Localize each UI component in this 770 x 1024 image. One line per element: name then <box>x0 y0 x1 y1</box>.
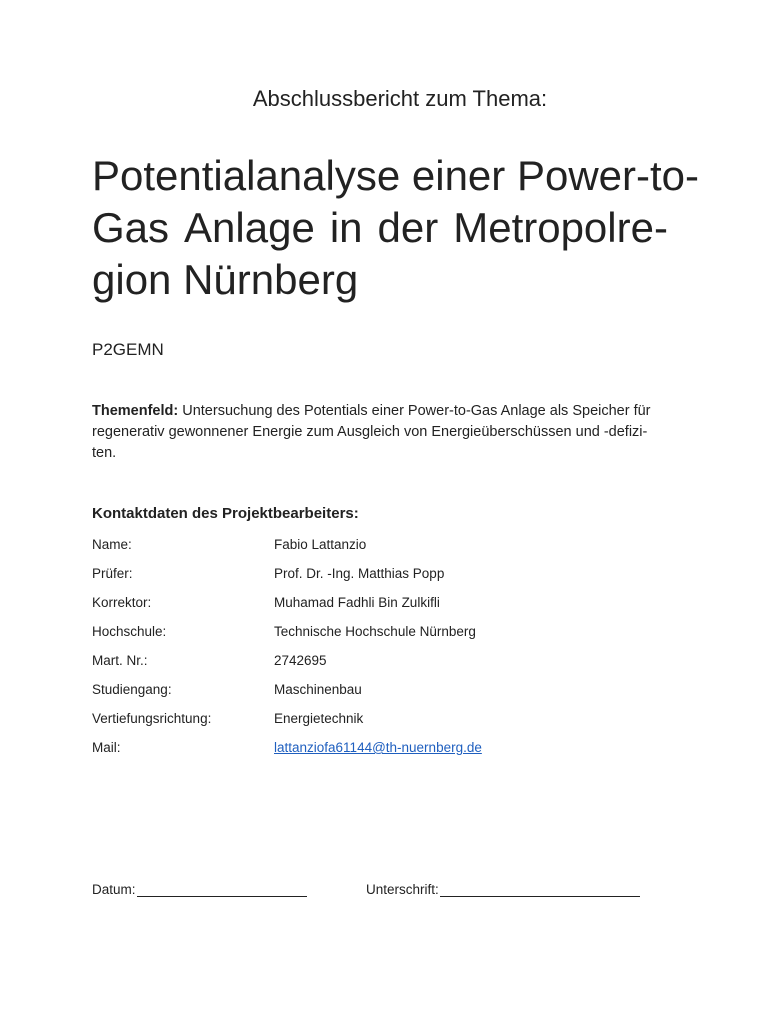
topic-label: Themenfeld: <box>92 403 179 419</box>
contact-row-program <box>92 680 652 709</box>
signature-label: Unterschrift: <box>366 882 439 897</box>
contact-label: Name: <box>92 537 132 552</box>
contact-value: Fabio Lattanzio <box>274 537 367 552</box>
title-word: Metropolre- <box>453 204 668 251</box>
email-link[interactable]: lattanziofa61144@th-nuernberg.de <box>274 740 482 755</box>
contact-label: Prüfer: <box>92 566 133 581</box>
title-line-1: Potentialanalyse einer Power-to- <box>92 152 699 199</box>
contact-value: Technische Hochschule Nürnberg <box>274 624 476 639</box>
contact-label: Vertiefungsrichtung: <box>92 711 212 726</box>
topic-text: Untersuchung des Potentials einer Power-to-Gas Anlage als Speicher für regenerativ gewonnener Energie zum Ausgleich von Energieüberschüssen und -defizi-ten. <box>92 403 651 461</box>
contact-value: 2742695 <box>274 653 327 668</box>
contact-row-corrector <box>92 593 652 622</box>
contact-row-name <box>92 535 652 564</box>
report-subtitle: Abschlussbericht zum Thema: <box>252 86 548 111</box>
contact-heading: Kontaktdaten des Projektbearbeiters: <box>92 505 359 522</box>
title-word: Anlage <box>184 204 315 251</box>
contact-label: Mail: <box>92 740 121 755</box>
contact-label: Hochschule: <box>92 624 167 639</box>
contact-label: Studiengang: <box>92 682 172 697</box>
contact-label: Mart. Nr.: <box>92 653 148 668</box>
project-code: P2GEMN <box>92 340 164 359</box>
title-word: der <box>377 204 439 251</box>
contact-table <box>92 535 652 767</box>
title-line-2 <box>92 202 668 254</box>
title-word: in <box>329 204 363 251</box>
contact-row-mail <box>92 738 652 767</box>
signature-line <box>440 882 640 897</box>
contact-value: Prof. Dr. -Ing. Matthias Popp <box>274 566 445 581</box>
signature-field <box>366 882 640 897</box>
report-title <box>92 150 699 306</box>
contact-row-examiner <box>92 564 652 593</box>
contact-label: Korrektor: <box>92 595 152 610</box>
date-label: Datum: <box>92 882 136 897</box>
contact-row-matriculation <box>92 651 652 680</box>
contact-value: Muhamad Fadhli Bin Zulkifli <box>274 595 440 610</box>
contact-value: Maschinenbau <box>274 682 362 697</box>
title-line-3: gion Nürnberg <box>92 256 359 303</box>
date-field <box>92 882 307 897</box>
topic-paragraph <box>92 401 668 464</box>
contact-value: Energietechnik <box>274 711 364 726</box>
contact-row-university <box>92 622 652 651</box>
contact-row-specialization <box>92 709 652 738</box>
date-line <box>137 882 307 897</box>
title-word: Gas <box>92 204 170 251</box>
